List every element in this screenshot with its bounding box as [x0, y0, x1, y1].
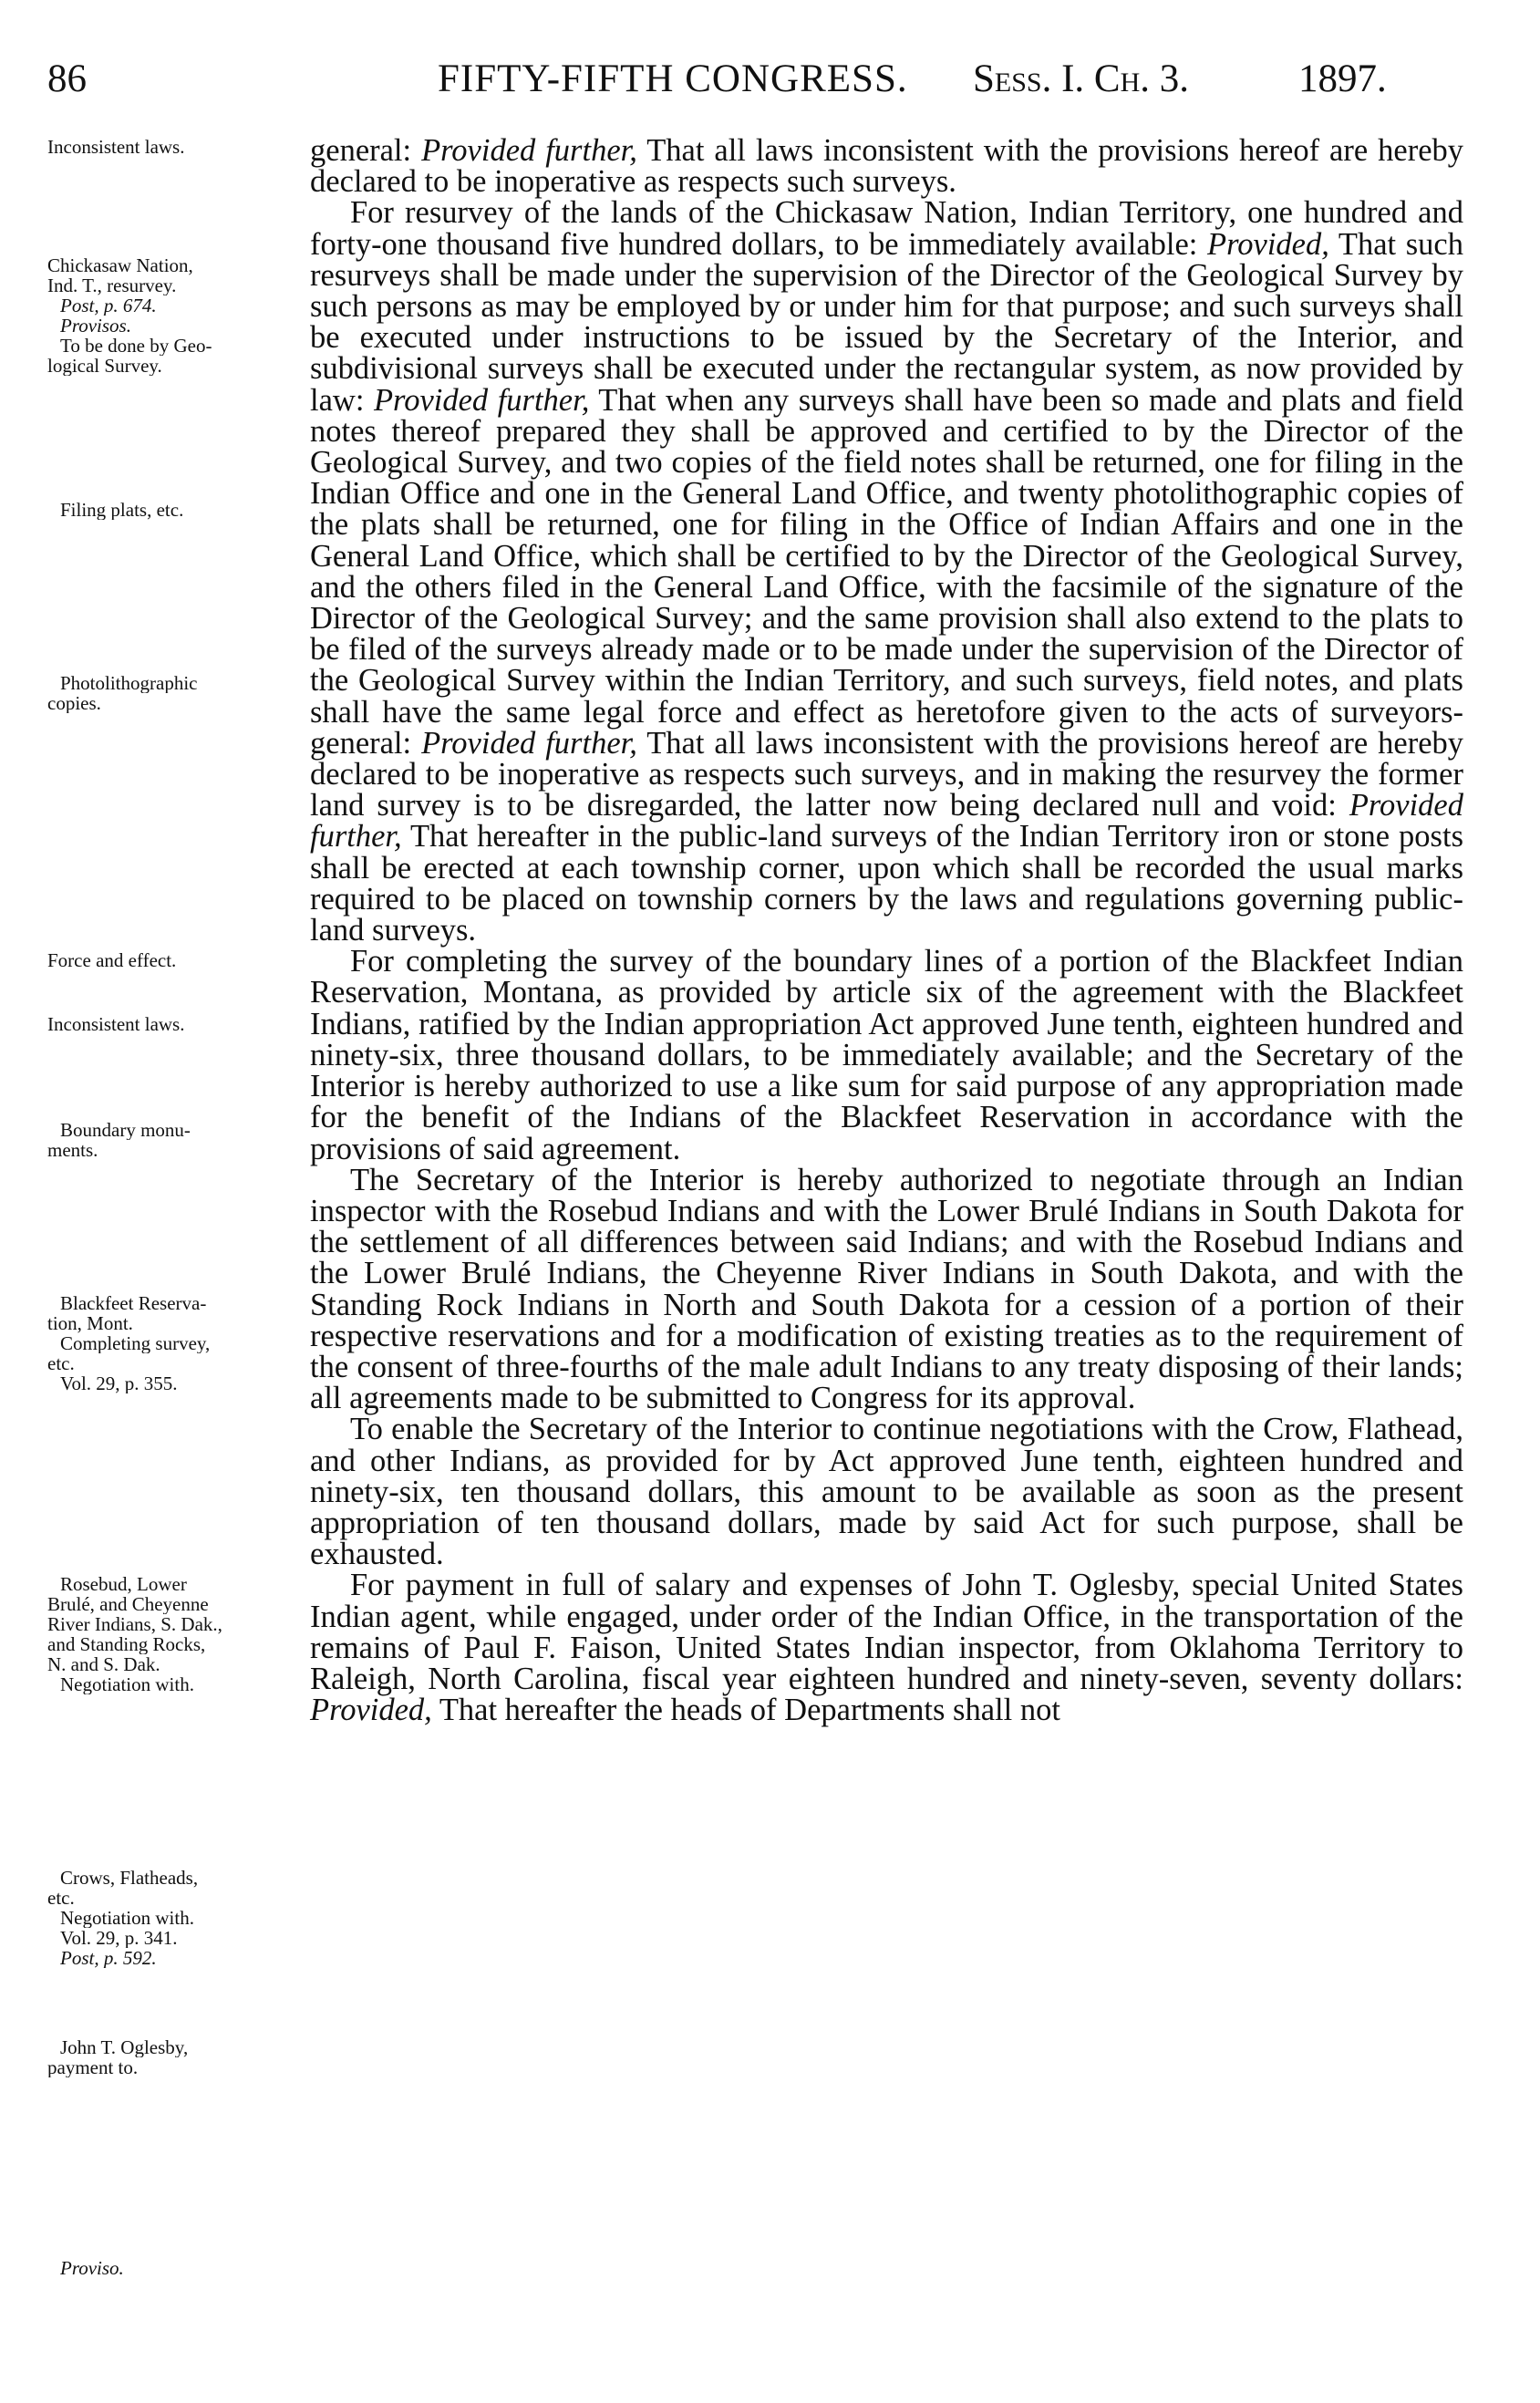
- sidenote-line: tion, Mont.: [47, 1313, 133, 1333]
- sidenote-oglesby: [47, 2037, 305, 2077]
- paragraph-general: general: Provided further, That all laws inconsistent with the provisions hereof are hereby declared to be inoperative as respects such surveys.: [310, 133, 1464, 200]
- sidenote-inconsistent-laws: [47, 137, 305, 157]
- sidenote-line: River Indians, S. Dak.,: [47, 1614, 222, 1634]
- sidenote-line: Inconsistent laws.: [47, 137, 185, 157]
- running-title: FIFTY-FIFTH CONGRESS.: [438, 57, 908, 100]
- sidenote-line: Photolithographic: [60, 673, 198, 693]
- sidenote-line: N. and S. Dak.: [47, 1654, 160, 1674]
- sidenote-line: Provisos.: [60, 316, 131, 336]
- sidenote-chickasaw: [47, 255, 305, 376]
- sidenote-crows-flatheads: [47, 1868, 305, 1968]
- paragraph-chickasaw-resurvey: For resurvey of the lands of the Chickasaw Nation, Indian Territory, one hundred and forty-one thousand five hundred dollars, to be immediately available: Provided, That such resurveys shall be made under the supervision of the Director of the Geological Survey by such persons as may be employed by or under him for that purpose; and such surveys shall be executed under instructions to be issued by the Secretary of the Interior, and subdivisional surveys shall be executed under the rectangular system, as now provided by law: Provided further, That when any surveys shall have been so made and plats and field notes thereof prepared they shall be approved and certified to by the Director of the Geological Survey, and two copies of the field notes shall be returned, one for filing in the Indian Office and one in the General Land Office, and twenty photolithographic copies of the plats shall be returned, one for filing in the Office of Indian Affairs and one in the General Land Office, which shall be certified to by the Director of the Geological Survey, and the others filed in the General Land Office, with the facsimile of the signature of the Director of the Geological Survey; and the same provision shall also extend to the plats to be filed of the surveys already made or to be made under the supervision of the Director of the Geological Survey within the Indian Territory, and such surveys, field notes, and plats shall have the same legal force and effect as heretofore given to the acts of surveyors-general: Provided further, That all laws inconsistent with the provisions hereof are hereby declared to be inoperative as respects such surveys, and in making the resurvey the former land survey is to be disregarded, the latter now being declared null and void: Provided further, That hereafter in the public-land surveys of the Indian Territory iron or stone posts shall be erected at each township corner, upon which shall be recorded the usual marks required to be placed on township corners by the laws and regulations governing public-land surveys.: [310, 195, 1464, 948]
- sidenote-blackfeet: [47, 1293, 305, 1393]
- page-number: 86: [47, 57, 87, 100]
- main-text: [310, 133, 1464, 1728]
- sidenote-line: ments.: [47, 1140, 98, 1160]
- sidenote-line: and Standing Rocks,: [47, 1634, 206, 1654]
- sidenote-line: Chickasaw Nation,: [47, 255, 193, 275]
- paragraph-crow-flathead: To enable the Secretary of the Interior to continue negotiations with the Crow, Flathead, and other Indians, as provided for by Act approved June tenth, eighteen hundred and ninety-six, ten thousand dollars, this amount to be available as soon as the present appropriation of ten thousand dollars, made by said Act for such purpose, shall be exhausted.: [310, 1412, 1463, 1572]
- sidenote-line: To be done by Geo-: [60, 336, 212, 356]
- sidenote-inconsistent-laws-2: [47, 1014, 305, 1034]
- sidenote-line: Force and effect.: [47, 950, 177, 970]
- sidenote-line: etc.: [47, 1353, 75, 1373]
- sidenote-line: Filing plats, etc.: [60, 500, 184, 520]
- sidenote-line: Negotiation with.: [60, 1674, 194, 1694]
- sidenote-line: Completing survey,: [60, 1333, 211, 1353]
- sidenote-line: Ind. T., resurvey.: [47, 275, 177, 295]
- sidenote-line: Inconsistent laws.: [47, 1014, 185, 1034]
- sidenote-line: Vol. 29, p. 355.: [60, 1373, 178, 1393]
- sidenote-line: Post, p. 592.: [60, 1948, 157, 1968]
- sidenote-rosebud: [47, 1574, 305, 1694]
- paragraph-blackfeet: For completing the survey of the boundary lines of a portion of the Blackfeet Indian Reservation, Montana, as provided by article six of the agreement with the Blackfeet Indians, ratified by the Indian appropriation Act approved June tenth, eighteen hundred and ninety-six, three thousand dollars, to be immediately available; and the Secretary of the Interior is hereby authorized to use a like sum for said purpose of any appropriation made for the benefit of the Indians of the Blackfeet Reservation in accordance with the provisions of said agreement.: [310, 944, 1463, 1166]
- sidenote-line: Boundary monu-: [60, 1120, 191, 1140]
- sidenote-line: Brulé, and Cheyenne: [47, 1594, 209, 1614]
- sidenote-line: etc.: [47, 1888, 75, 1908]
- page-header: [47, 57, 1470, 111]
- sidenote-line: logical Survey.: [47, 356, 162, 376]
- sidenote-line: Negotiation with.: [60, 1908, 194, 1928]
- session-chapter: Sess. I. Ch. 3.: [973, 57, 1190, 100]
- paragraph-rosebud: The Secretary of the Interior is hereby authorized to negotiate through an Indian inspector with the Rosebud Indians and with the Lower Brulé Indians in South Dakota for the settlement of all differences between said Indians; and with the Rosebud Indians and the Lower Brulé Indians, the Cheyenne River Indians in South Dakota, and with the Standing Rock Indians in North and South Dakota for a cession of a portion of their respective reservations and for a modification of existing treaties as to the requirement of the consent of three-fourths of the male adult Indians to any treaty disposing of their lands; all agreements made to be submitted to Congress for its approval.: [310, 1162, 1463, 1416]
- sidenote-force-effect: [47, 950, 305, 970]
- sidenote-filing-plats: [47, 500, 305, 520]
- sidenote-photolithographic: [47, 673, 305, 713]
- sidenote-line: Blackfeet Reserva-: [60, 1293, 207, 1313]
- year: 1897.: [1298, 57, 1387, 100]
- sidenote-line: Vol. 29, p. 341.: [60, 1928, 178, 1948]
- sidenote-line: Post, p. 674.: [60, 295, 157, 316]
- paragraph-oglesby: For payment in full of salary and expenses of John T. Oglesby, special United States Indian agent, while engaged, under order of the Indian Office, in the transportation of the remains of Paul F. Faison, United States Indian inspector, from Oklahoma Territory to Raleigh, North Carolina, fiscal year eighteen hundred and ninety-seven, seventy dollars: Provided, That hereafter the heads of Departments shall not: [310, 1568, 1463, 1728]
- sidenote-line: Rosebud, Lower: [60, 1574, 187, 1594]
- sidenote-line: copies.: [47, 693, 101, 713]
- sidenote-line: Crows, Flatheads,: [60, 1868, 199, 1888]
- sidenote-line: payment to.: [47, 2057, 139, 2077]
- sidenote-boundary-monuments: [47, 1120, 305, 1160]
- sidenote-proviso: [47, 2258, 305, 2278]
- sidenote-line: Proviso.: [60, 2258, 124, 2278]
- sidenote-line: John T. Oglesby,: [60, 2037, 189, 2057]
